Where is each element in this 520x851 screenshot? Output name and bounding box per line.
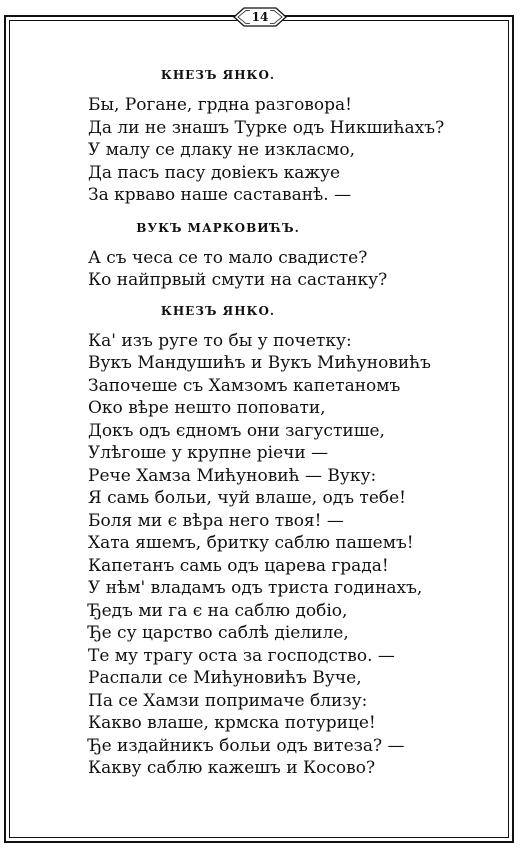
verse-line: За крваво наше саставанѣ. —: [88, 185, 352, 205]
verse-line: Вукъ Мандушићъ и Вукъ Мићуновићъ: [88, 353, 431, 373]
poem-text: [88, 64, 478, 780]
verse-line: У нѣм' владамъ одъ триста годинахъ,: [88, 578, 423, 598]
verse-line: Да пасъ пасу довіекъ кажуе: [88, 162, 341, 183]
verse-line: Боля ми є вѣра него твоя! —: [88, 510, 344, 531]
page-number: 14: [251, 10, 269, 24]
verse-line: Я самь больи, чуй влаше, одъ тебе!: [88, 488, 407, 508]
verse-line: Ка' изъ руге то бы у почетку:: [88, 330, 352, 351]
verse-line: Бы, Рогане, грдна разговора!: [88, 95, 352, 115]
speaker-heading: КНЕЗЪ ЯНКО.: [160, 68, 276, 82]
verse-line: Започеше съ Хамзомъ капетаномъ: [88, 375, 401, 396]
verse-line: Хата яшемъ, бритку саблю пашемъ!: [88, 533, 414, 553]
verse-line: Улѣгоше у крупне ріечи —: [88, 443, 329, 463]
verse-line: Па се Хамзи попримаче близу:: [88, 690, 368, 711]
verse-line: Ђе су царство саблѣ діелиле,: [88, 623, 349, 643]
page-number-ornament: [232, 4, 288, 30]
verse-line: А съ чеса се то мало свадисте?: [88, 247, 368, 268]
verse-line: Да ли не знашъ Турке одъ Никшићахъ?: [88, 117, 445, 138]
verse-line: Какво влаше, крмска потурице!: [88, 713, 376, 733]
verse-line: Какву саблю кажешъ и Косово?: [88, 758, 376, 778]
verse-line: Те му трагу оста за господство. —: [88, 645, 395, 666]
verse-line: У малу се длаку не изкласмо,: [88, 140, 356, 160]
verse-line: Око вѣре нешто поповати,: [88, 398, 326, 418]
verse-line: Распали се Мићуновићъ Вуче,: [88, 668, 362, 688]
speaker-heading: ВУКЪ МАРКОВИЋЪ.: [136, 220, 300, 235]
speaker-heading: КНЕЗЪ ЯНКО.: [160, 303, 276, 318]
verse-line: Ко найпрвый смути на састанку?: [88, 270, 388, 290]
verse-line: Рече Хамза Мићуновић — Вуку:: [88, 465, 377, 486]
verse-line: Ђедъ ми га є на саблю добіо,: [88, 600, 348, 621]
verse-line: Ђе издайникъ больи одъ витеза? —: [88, 735, 405, 756]
verse-line: Капетанъ самь одъ царева града!: [88, 555, 389, 576]
verse-line: Докъ одъ єдномъ они загустише,: [88, 420, 385, 441]
